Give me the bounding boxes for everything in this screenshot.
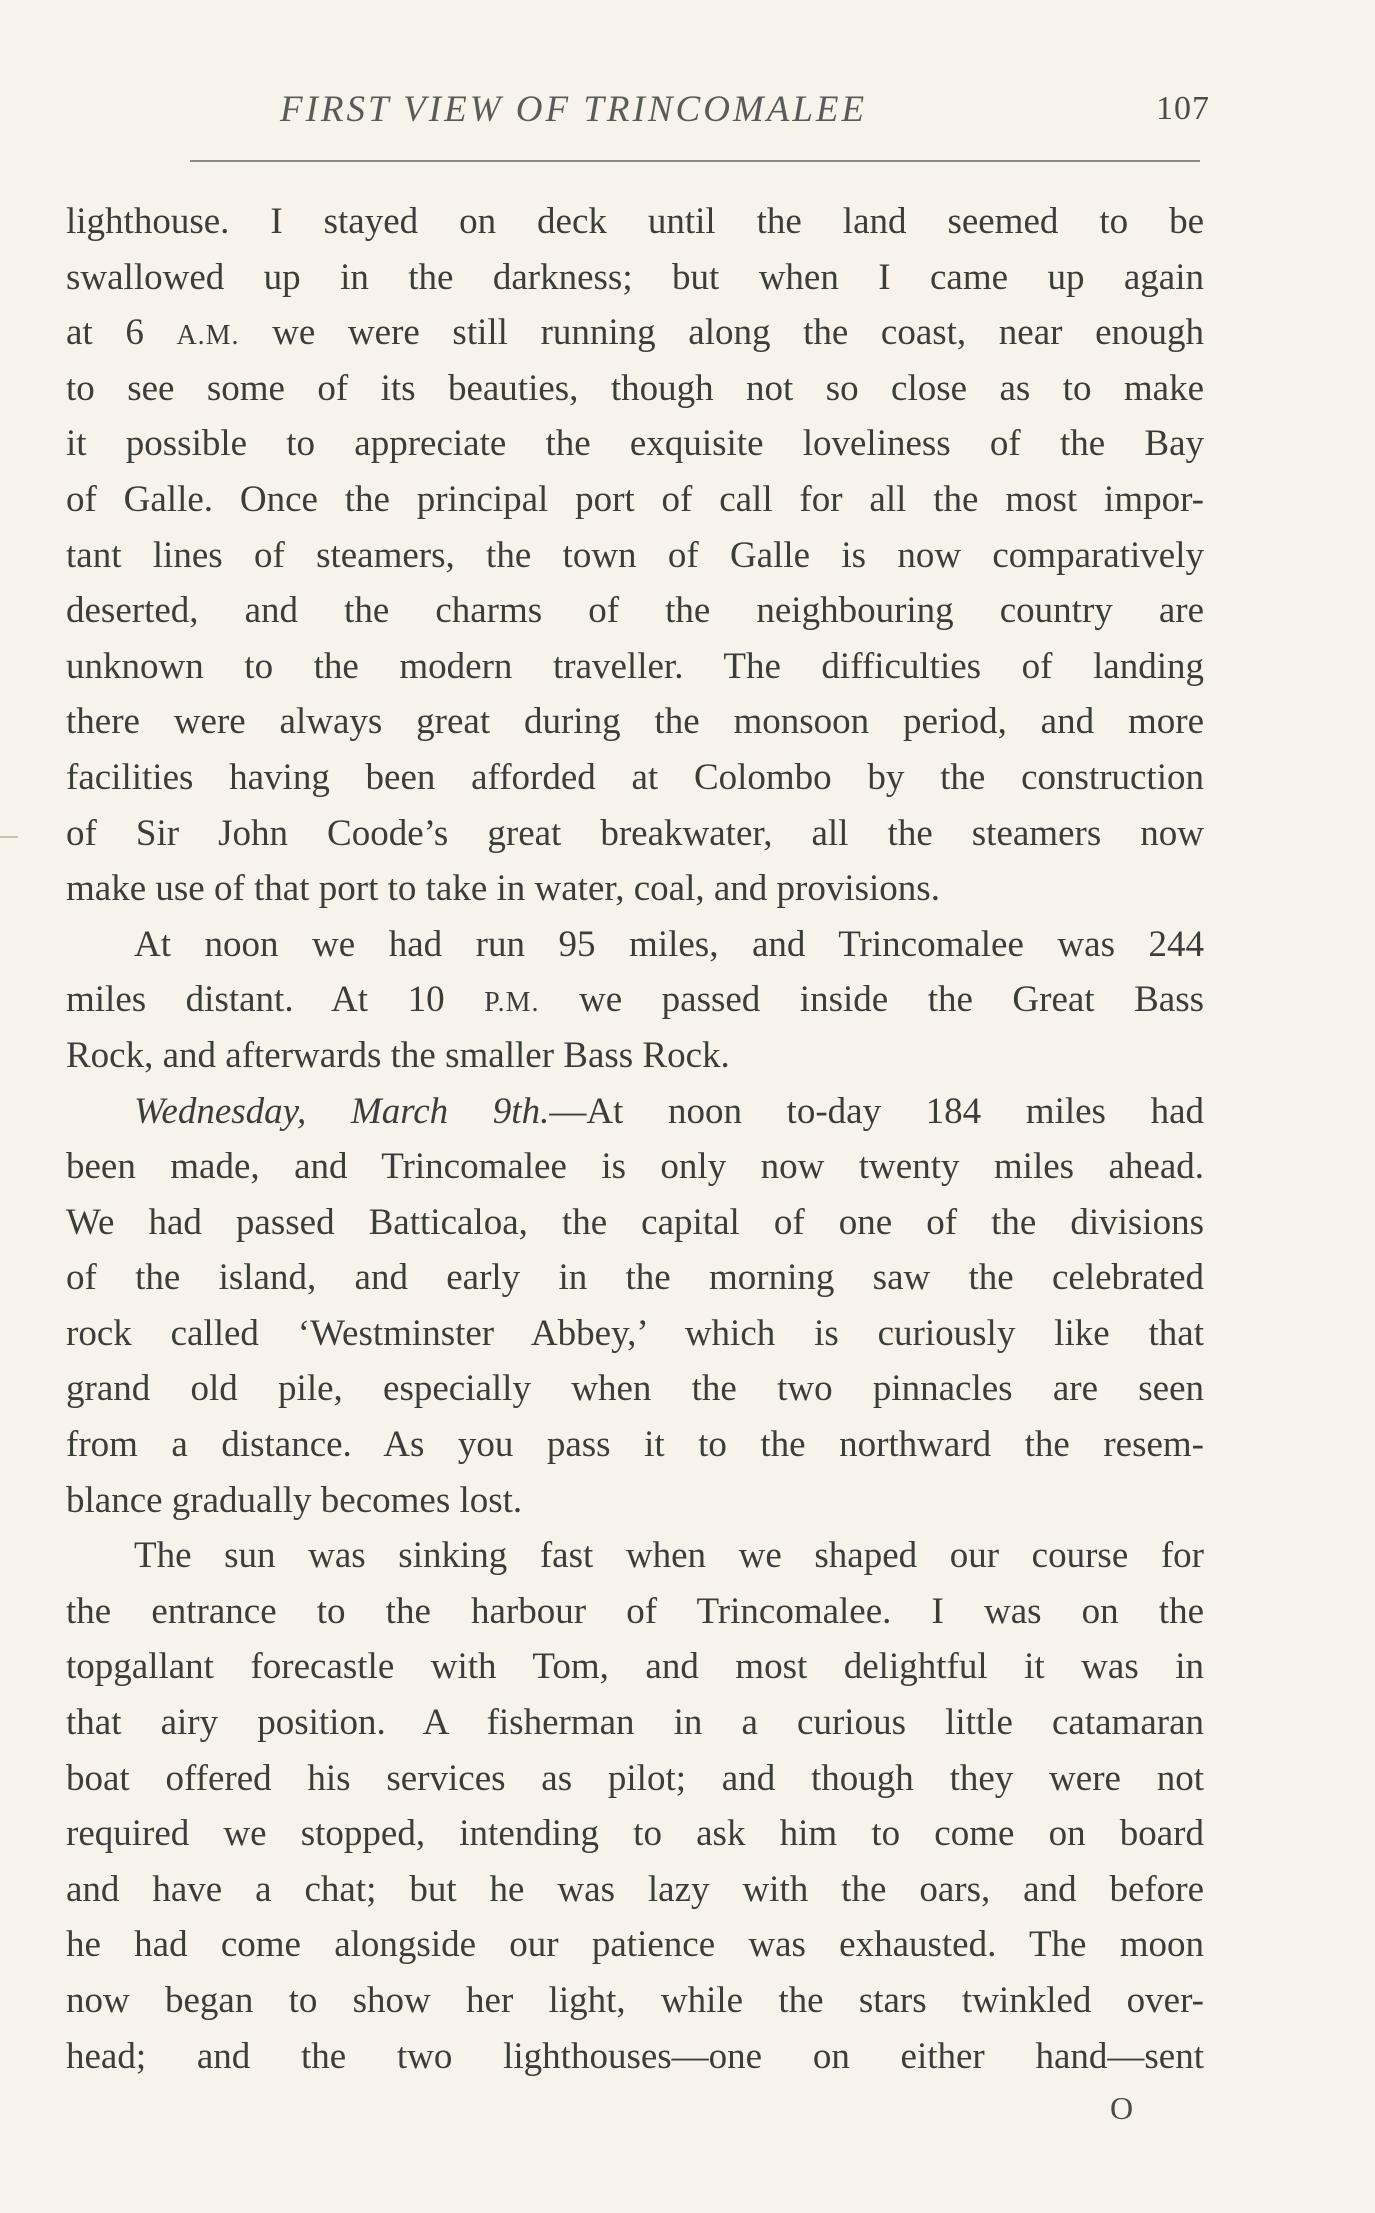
text-line: lighthouse. I stayed on deck until the land seemed to be [66, 201, 1204, 242]
text-line: grand old pile, especially when the two pinnacles are seen [66, 1368, 1204, 1410]
text-line: now began to show her light, while the stars twinkled over- [66, 1980, 1204, 2021]
text-line: swallowed up in the darkness; but when I came up again [66, 256, 1204, 298]
text-line: topgallant forecastle with Tom, and most delightful it was in [66, 1646, 1204, 1688]
text-line: We had passed Batticaloa, the capital of one of the divisions [66, 1201, 1204, 1243]
text-line: unknown to the modern traveller. The difficulties of landing [66, 645, 1204, 687]
text-line: facilities having been afforded at Colombo by the construction [66, 756, 1204, 798]
running-title: FIRST VIEW OF TRINCOMALEE [280, 89, 868, 130]
text-line: deserted, and the charms of the neighbouring country are [66, 590, 1204, 632]
text-line: of Sir John Coode’s great breakwater, all the steamers now [66, 812, 1204, 854]
text-line: blance gradually becomes lost. [66, 1479, 523, 1521]
text-line: boat offered his services as pilot; and though they were not [66, 1757, 1204, 1799]
text-line: at 6 A.M. we were still running along the coast, near enough [66, 312, 1204, 354]
text-line: been made, and Trincomalee is only now twenty miles ahead. [66, 1146, 1204, 1188]
text-line: of Galle. Once the principal port of call for all the most impor- [66, 478, 1204, 520]
text-line: rock called ‘Westminster Abbey,’ which is curiously like that [66, 1312, 1204, 1354]
text-line: there were always great during the monsoon period, and more [66, 701, 1204, 743]
text-line: he had come alongside our patience was exhausted. The moon [66, 1924, 1204, 1966]
text-line: of the island, and early in the morning saw the celebrated [66, 1257, 1204, 1299]
text-line: Rock, and afterwards the smaller Bass Rock. [66, 1034, 730, 1076]
text-line: the entrance to the harbour of Trincomalee. I was on the [66, 1590, 1204, 1632]
text-line: Wednesday, March 9th.—At noon to-day 184 miles had [134, 1090, 1204, 1132]
text-line: tant lines of steamers, the town of Galle is now comparatively [66, 534, 1204, 576]
small-caps-time: P.M. [484, 987, 540, 1019]
signature-mark: O [1110, 2090, 1134, 2126]
body-text [66, 194, 1204, 2084]
text-line: to see some of its beauties, though not so close as to make [66, 367, 1204, 409]
text-line: that airy position. A fisherman in a curious little catamaran [66, 1702, 1204, 1744]
text-line: it possible to appreciate the exquisite loveliness of the Bay [66, 423, 1204, 465]
text-line: and have a chat; but he was lazy with the oars, and before [66, 1868, 1204, 1910]
text-line: The sun was sinking fast when we shaped our course for [134, 1535, 1204, 1577]
header-rule [190, 160, 1200, 162]
margin-mark [0, 836, 18, 838]
italic-date: Wednesday, March 9th. [134, 1090, 550, 1132]
text-line: from a distance. As you pass it to the northward the resem- [66, 1424, 1204, 1466]
text-line: required we stopped, intending to ask him to come on board [66, 1813, 1204, 1855]
text-line: head; and the two lighthouses—one on either hand—sent [66, 2035, 1204, 2077]
page-number: 107 [1156, 90, 1210, 127]
text-line: At noon we had run 95 miles, and Trincomalee was 244 [134, 923, 1204, 965]
text-line: make use of that port to take in water, coal, and provisions. [66, 868, 940, 910]
running-head [160, 88, 1210, 138]
text-line: miles distant. At 10 P.M. we passed inside the Great Bass [66, 979, 1204, 1021]
small-caps-time: A.M. [176, 320, 240, 352]
